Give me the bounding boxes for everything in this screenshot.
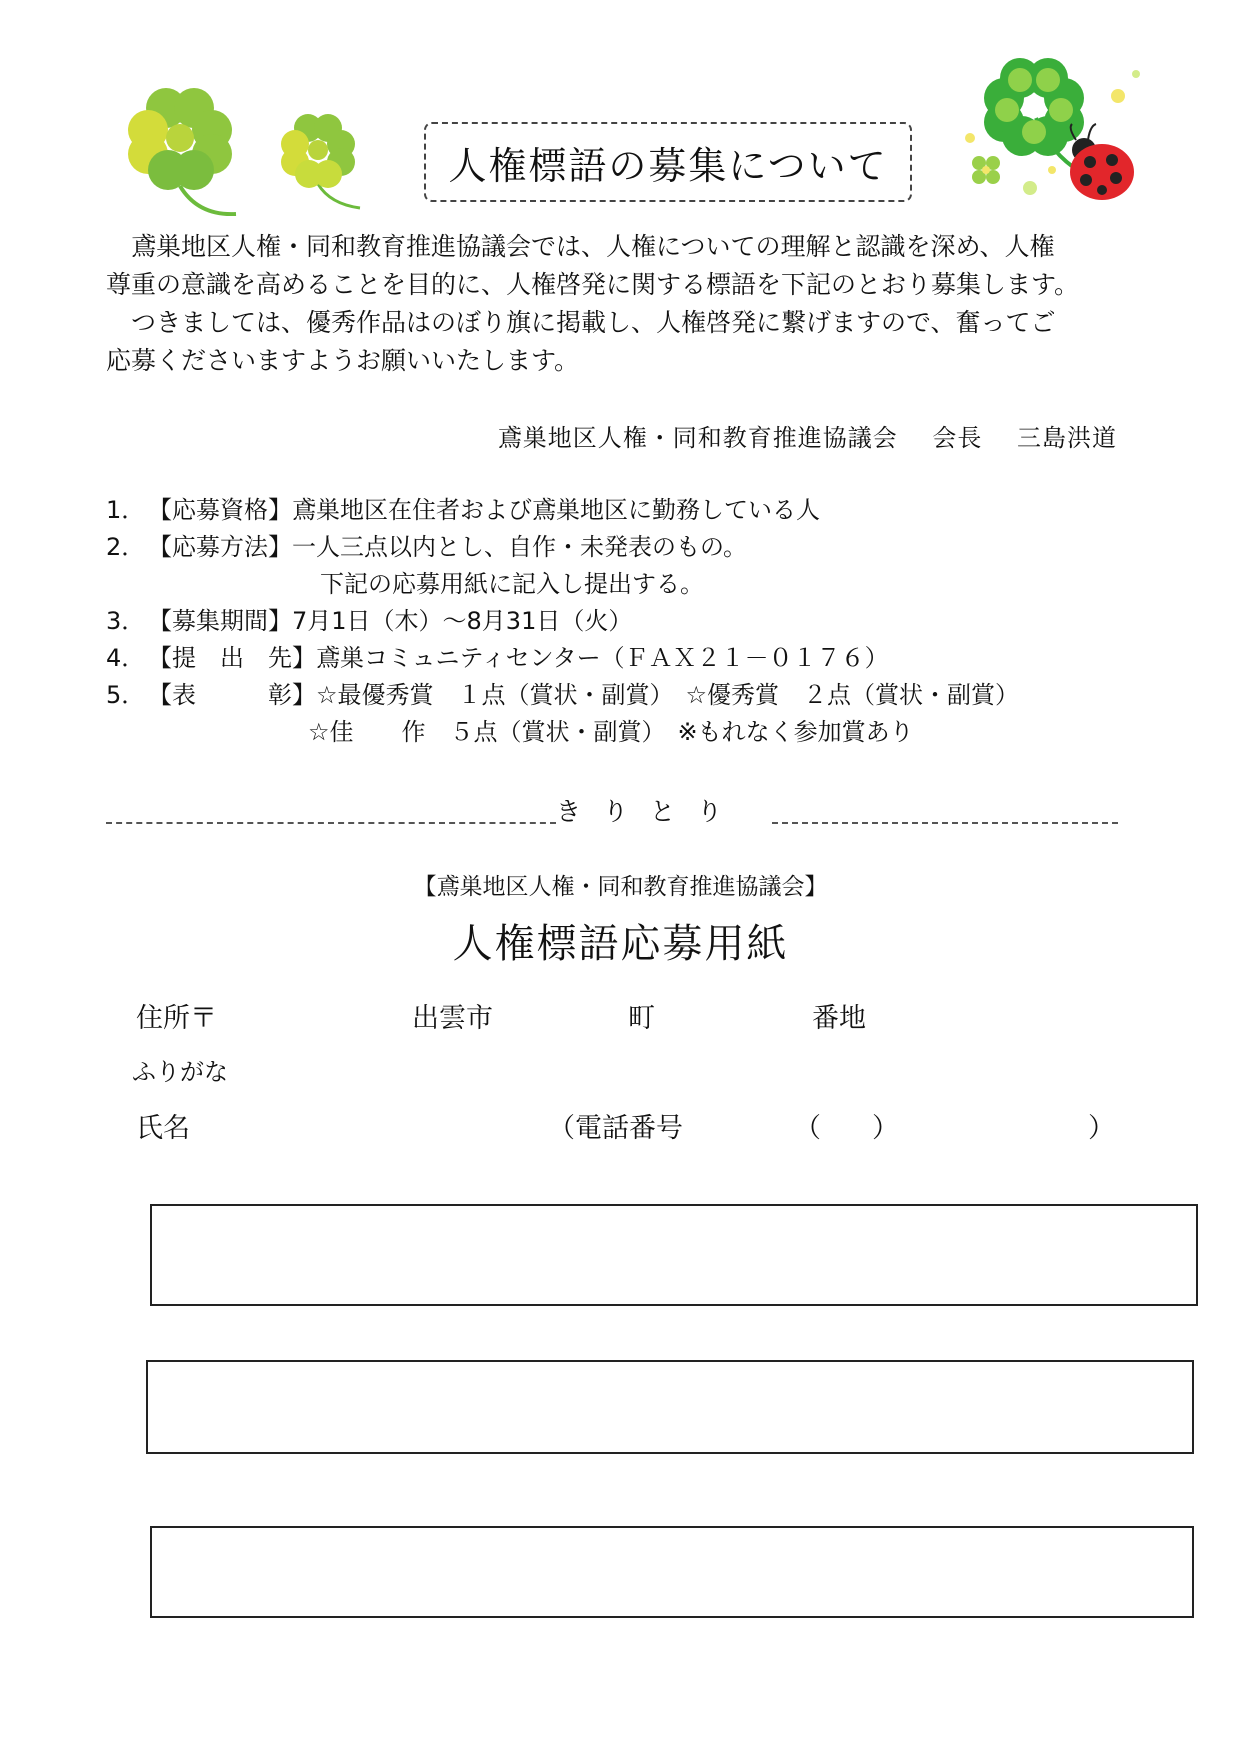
list-item-continuation: ☆佳 作 ５点（賞状・副賞） ※もれなく参加賞あり [308,718,914,746]
banchi-label: 番地 [812,1003,866,1034]
form-title: 人権標語応募用紙 [452,921,789,967]
furigana-label: ふりがな [132,1058,228,1086]
address-label: 住所〒 [136,1003,217,1034]
phone-paren-close: ） [872,1113,899,1144]
phone-label: （電話番号 [548,1113,683,1144]
slogan-entry-box-1[interactable] [150,1204,1198,1306]
requirements-list [106,492,1019,751]
intro-line: 応募くださいますようお願いいたします。 [106,346,580,375]
intro-line: 鳶巣地区人権・同和教育推進協議会では、人権についての理解と認識を深め、人権 [131,232,1055,261]
list-item: 5． 【表 彰】☆最優秀賞 １点（賞状・副賞） ☆優秀賞 ２点（賞状・副賞） [106,681,1020,709]
cut-label: きりとり [556,797,745,826]
clover-ladybug-icon [960,48,1150,218]
list-item: 2． 【応募方法】一人三点以内とし、自作・未発表のもの。 [106,533,748,561]
slogan-entry-box-3[interactable] [150,1526,1194,1618]
intro-line: 尊重の意識を高めることを目的に、人権啓発に関する標語を下記のとおり募集します。 [106,270,1080,299]
slogan-entry-box-2[interactable] [146,1360,1194,1454]
signature-role: 会長 [932,424,983,452]
town-label: 町 [628,1003,655,1034]
name-label: 氏名 [136,1113,190,1144]
list-item: 4． 【提 出 先】鳶巣コミュニティセンター（ＦＡＸ２１－０１７６） [106,644,889,672]
form-organization: 【鳶巣地区人権・同和教育推進協議会】 [413,874,828,900]
clover-large-icon [118,76,248,216]
clover-small-icon [272,104,368,214]
cut-line-left [106,822,556,824]
intro-line: つきましては、優秀作品はのぼり旗に掲載し、人権啓発に繋げますので、奮ってご [131,308,1056,337]
phone-paren-open: （ [794,1113,821,1144]
cut-line-right [772,822,1118,824]
list-item: 3． 【募集期間】7月1日（木）～8月31日（火） [106,607,633,635]
list-item-continuation: 下記の応募用紙に記入し提出する。 [320,570,704,598]
city-label: 出雲市 [412,1003,493,1034]
signature-org: 鳶巣地区人権・同和教育推進協議会 [497,424,898,452]
list-item: 1． 【応募資格】鳶巣地区在住者および鳶巣地区に勤務している人 [106,496,820,524]
signature [498,418,1117,453]
page-title: 人権標語の募集について [424,122,912,202]
phone-paren-end: ） [1088,1113,1115,1144]
signature-name: 三島洪道 [1017,424,1117,452]
intro-paragraph [106,228,1136,380]
